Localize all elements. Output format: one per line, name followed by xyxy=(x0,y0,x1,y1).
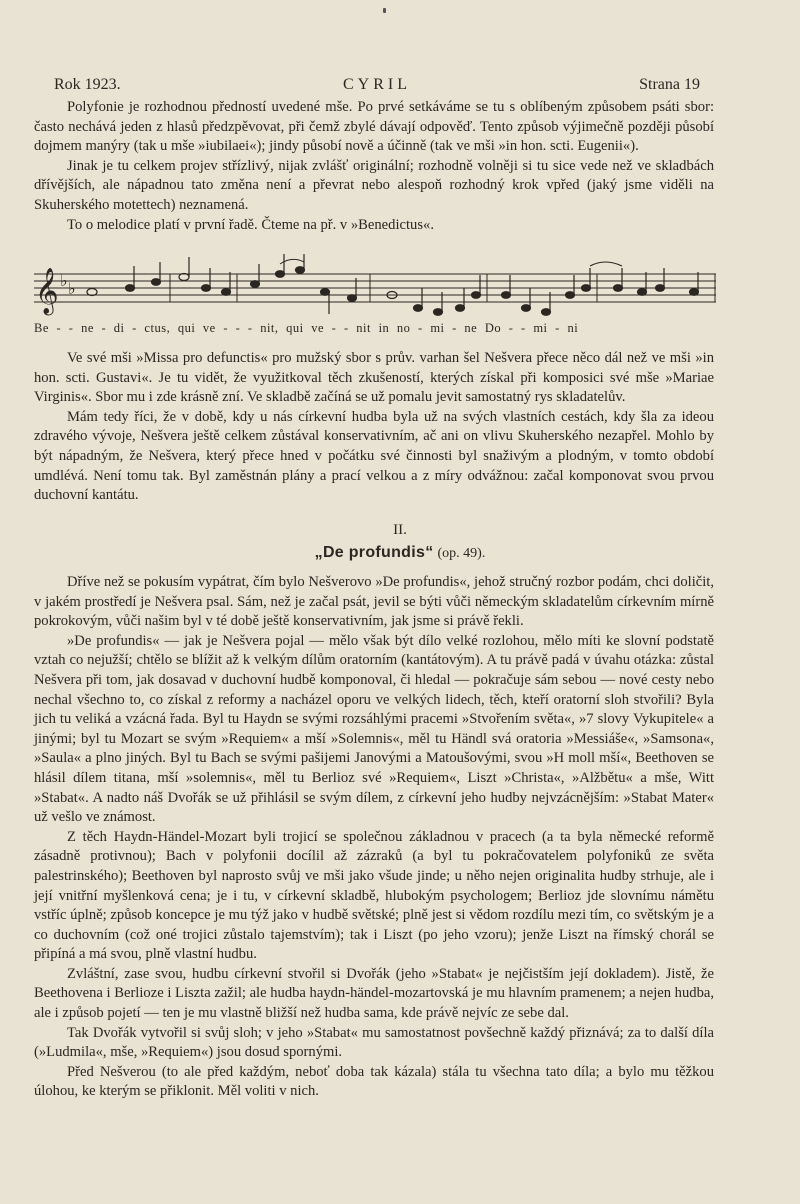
note xyxy=(472,292,481,299)
paragraph: Mám tedy říci, že v době, kdy u nás církevní hudba byla už na svých vlastních cestách, kdy šla za ideou zdravého vývoje, Nešvera ještě celkem zůstával konservativním, ač ani on vlivu Skuherského nezapřel. Mohlo by být nápadným, že Nešvera, který přece hned v počátku své činnosti byl snaživým a plodným, v tomto období umdlévá. Není tomu tak. Byl zaměstnán plány a prací velkou a z míry odvážnou: začal komponovat svou prvou duchovní kantátu. xyxy=(34,408,714,504)
note xyxy=(348,295,357,302)
note xyxy=(179,274,189,281)
note xyxy=(502,292,511,299)
text-block-2 xyxy=(34,349,714,506)
note xyxy=(87,289,97,296)
header-journal-title: CYRIL xyxy=(343,76,411,93)
section-title xyxy=(0,544,800,562)
running-header xyxy=(54,76,700,98)
note xyxy=(656,285,665,292)
paragraph: Z těch Haydn-Händel-Mozart byli trojicí se společnou základnou v pracech (a ta byla německé reformě zásadně protivnou); Bach v polyfonii docílil až zázraků (a byl tu pokračovatelem polyfoniků ze světa palestrinského); Beethoven byl naprosto svůj ve mši jako všude jinde; u něho nejen originalita hudby strhuje, ale i její vnitřní myšlenková cena; je i tu, v církevní skladbě, hlubokým psychologem; Berlioz jde slovnímu námětu vstříc úplně; způsob koncepce je mu týž jako v hudbě světské; plně jest si vědom rozdílu mezi tím, co světským je a co duchovním (což oné trojici zůstalo tajemstvím); tak i Liszt (po jeho vzoru); jenže Liszt na římský chorál se připíná a má svou, plně vlastní hudbu. xyxy=(34,828,714,963)
header-year: Rok 1923. xyxy=(54,76,121,93)
note xyxy=(456,305,465,312)
paragraph: Dříve než se pokusím vypátrat, čím bylo Nešverovo »De profundis«, jehož stručný rozbor podám, chci doličit, v jakém prostředí je Nešvera psal. Sám, než je začal psát, jevil se býti vůči německým skladatelům církevním mírně pokrokovým, vůči našim byl v té době ještě konservativním, jak jsme si právě řekli. xyxy=(34,574,714,630)
treble-clef-icon: 𝄞 xyxy=(35,268,59,314)
paragraph: Polyfonie je rozhodnou předností uvedené mše. Po prvé setkáváme se tu s oblíbeným způsobem psáti sbor: často nechává jeden z hlasů předzpěvovat, při čemž zbylé dávají odpověď. Tento způsob výjimečně později působí dojmem manýry (tak u mše »iubilaei«); jindy působí nově a účinně (tak ve mši »in hon. scti. Eugenii«). xyxy=(34,99,714,155)
margin-mark xyxy=(383,8,386,13)
note xyxy=(251,281,260,288)
note xyxy=(222,289,231,296)
paragraph: Jinak je tu celkem projev střízlivý, nijak zvlášť originální; rozhodně volněji si tu sice vede než ve skladbách dřívějších, ale nápadnou tato změna není a převrat nebo alespoň rozhodný krok vpřed (jaký jsme viděli na Skuherského motettech) neznamená. xyxy=(34,157,714,213)
paragraph: Před Nešverou (to ale před každým, neboť doba tak kázala) stála tu všechna tato díla; a bylo mu těžkou úlohou, ke kterým se přiklonit. Měl voliti v nich. xyxy=(34,1063,714,1100)
note xyxy=(690,289,699,296)
note xyxy=(296,267,305,274)
paragraph: »De profundis« — jak je Nešvera pojal — mělo však být dílo velké rozlohou, mělo míti ke slovní podstatě vztah co nejužší; chtělo se blížit až k velkým dílům oratorním (kantátovým). A tu právě padá v úvahu otázka: zůstal Nešvera při tom, jak dosavad v duchovní hudbě komponoval, či hledal — pokračuje sám sebou — nové cesty nebo nechal všechno to, co získal z reformy a nacházel oporu ve velkých lidech, těch, kteří oratorní sloh stvořili? Byla jich tu veliká a vzácná řada. Byl tu Haydn se svými rozsáhlými pracemi »Stvořením světa«, »7 slovy Vykupitele« a jinými; byl tu Mozart se svým »Requiem« a mší »Solemnis«, měl tu Händl svá oratoria »Messiáše«, »Samsona«, »Saula« a plno jiných. Byl tu Bach se svými pašijemi Janovými a Matoušovými, svou »H moll mší«, Beethoven se hlásil dílem titana, mší »solemnis«, měl tu Berlioz své »Requiem«, Liszt »Christa«, »Alžbětu« a mše, Witt »Stabat«. A nadto náš Dvořák se už přihlásil se svým dílem, z církevní jeho hudby nejvzácnějším: »Stabat Mater« už vešlo ve známost. xyxy=(34,632,714,826)
note xyxy=(434,309,443,316)
flat-icon: ♭ xyxy=(68,281,76,298)
note xyxy=(126,285,135,292)
note xyxy=(522,305,531,312)
music-lyrics: Be - - ne - di - ctus, qui ve - - - nit, qui ve - - nit in no - mi - ne Do - - mi - ni xyxy=(34,321,579,335)
section-opus: (op. 49). xyxy=(437,546,486,561)
paragraph: Tak Dvořák vytvořil si svůj sloh; v jeho »Stabat« mu samostatnost povšechně každý přiznává; za to další díla (»Ludmila«, mše, »Requiem«) jsou dosud spornými. xyxy=(34,1024,714,1061)
paragraph: Zvláštní, zase svou, hudbu církevní stvořil si Dvořák (jeho »Stabat« je nejčistším její dokladem). Jistě, že Beethovena i Berlioze i Liszta zažil; ale hudba haydn-händel-mozartovská je mu hlavním pramenem; a nejen hudba, ale i způsob pojetí — ten je mu vlastně bližší než hudba sama, kde právě nejvíc ze sebe dal. xyxy=(34,965,714,1022)
note xyxy=(614,285,623,292)
note xyxy=(542,309,551,316)
tie xyxy=(590,262,622,266)
text-block-3 xyxy=(34,573,714,1102)
note xyxy=(638,289,647,296)
header-page-number: Strana 19 xyxy=(639,76,700,93)
flat-icon: ♭ xyxy=(60,273,68,290)
note xyxy=(321,289,330,296)
text-block-1 xyxy=(34,98,714,235)
note xyxy=(276,271,285,278)
note xyxy=(202,285,211,292)
note xyxy=(414,305,423,312)
note xyxy=(582,285,591,292)
section-number: II. xyxy=(393,522,407,538)
paragraph: Ve své mši »Missa pro defunctis« pro mužský sbor s prův. varhan šel Nešvera přece něco dál než ve mši »in hon. scti. Gustavi«. Je tu vidět, že využitkoval těch zkušeností, kterých získal při komposici své mše »Mariae Virginis«. Sbor mu i zde krásně zní. Ve skladbě začíná se už pomalu jevit samostatný rys skladatelův. xyxy=(34,350,714,406)
note xyxy=(152,279,161,286)
note xyxy=(566,292,575,299)
section-title-text: „De profundis“ xyxy=(314,544,434,561)
paragraph: To o melodice platí v první řadě. Čteme na př. v »Benedictus«. xyxy=(67,216,434,233)
